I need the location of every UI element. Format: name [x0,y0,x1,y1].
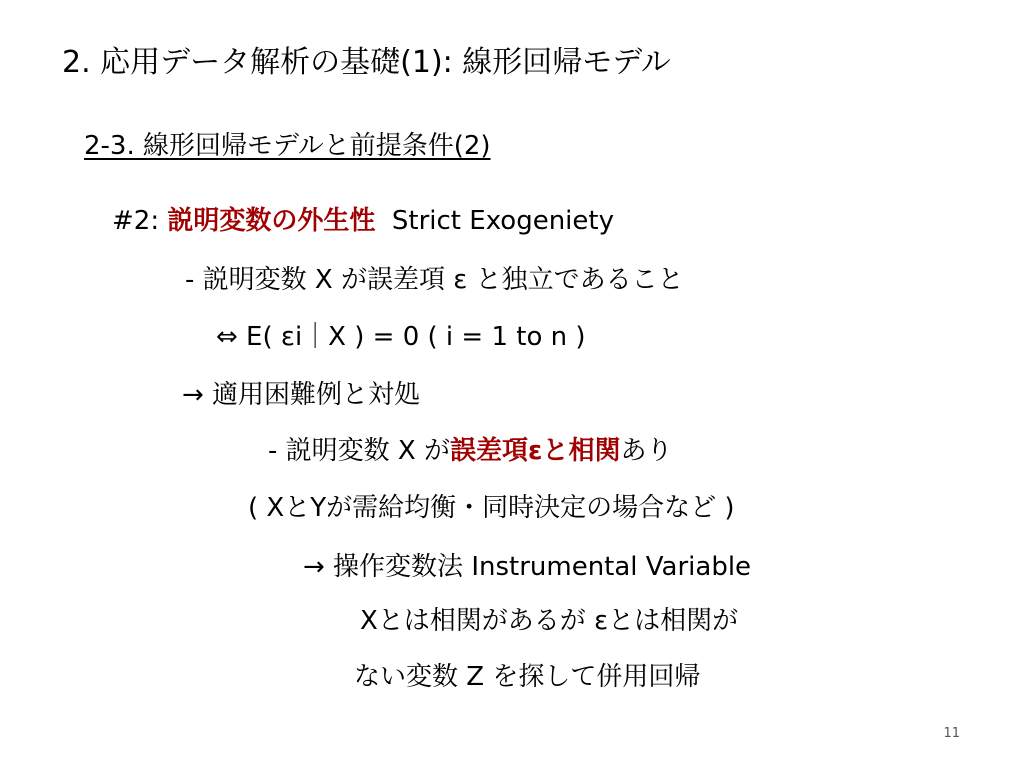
correlation-emphasis: 誤差項εと相関 [450,436,621,466]
assumption-equation: ⇔ E( εi｜X ) = 0 ( i = 1 to n ) [216,322,586,352]
application-heading: → 適用困難例と対処 [182,380,421,410]
remedy-heading: → 操作変数法 Instrumental Variable [303,552,752,582]
correlation-suffix: あり [620,436,673,466]
slide-title: 2. 応用データ解析の基礎(1): 線形回帰モデル [62,45,671,80]
correlation-case [268,433,673,469]
assumption-english: Strict Exogeniety [375,206,614,236]
assumption-number: #2: [112,206,168,236]
page-number: 11 [943,726,960,741]
assumption-heading [112,203,614,239]
section-subtitle: 2-3. 線形回帰モデルと前提条件(2) [84,131,491,161]
assumption-definition: - 説明変数 X が誤差項 ε と独立であること [185,265,684,295]
correlation-prefix: - 説明変数 X が [268,436,450,466]
example-note: ( XとYが需給均衡・同時決定の場合など ) [248,493,735,523]
assumption-name: 説明変数の外生性 [167,206,376,236]
remedy-detail-2: ない変数 Z を探して併用回帰 [354,662,701,692]
remedy-detail-1: Xとは相関があるが εとは相関が [360,606,739,636]
